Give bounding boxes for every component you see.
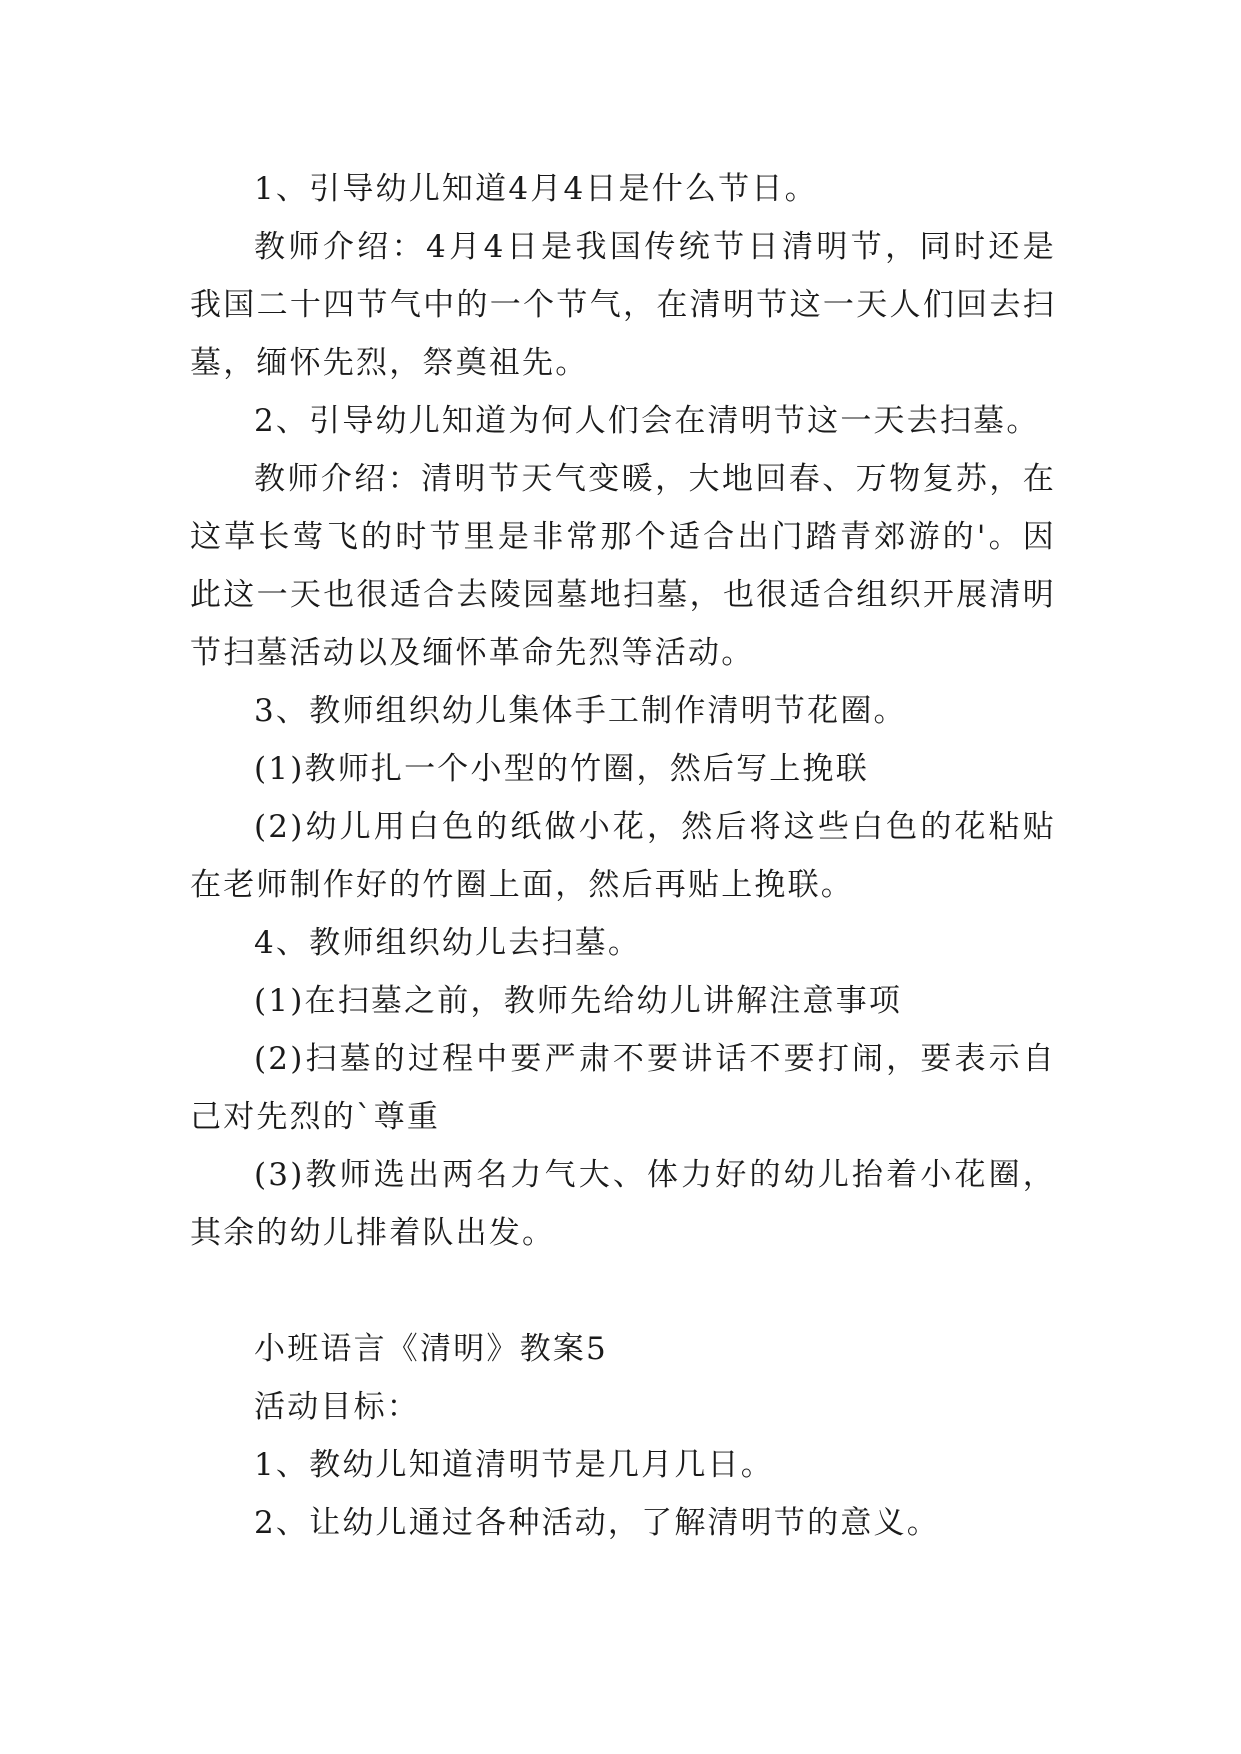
paragraph: (1)在扫墓之前，教师先给幼儿讲解注意事项 (254, 983, 903, 1019)
paragraph: 教师介绍：4月4日是我国传统节日清明节，同时还是我国二十四节气中的一个节气，在清明节这一天人们回去扫墓，缅怀先烈，祭奠祖先。 (190, 229, 1056, 381)
section-gap (190, 1262, 1056, 1320)
paragraph: 2、引导幼儿知道为何人们会在清明节这一天去扫墓。 (254, 403, 1040, 439)
paragraph: 4、教师组织幼儿去扫墓。 (254, 925, 642, 961)
paragraph: (3)教师选出两名力气大、体力好的幼儿抬着小花圈，其余的幼儿排着队出发。 (190, 1157, 1056, 1251)
paragraph: 1、引导幼儿知道4月4日是什么节日。 (254, 171, 818, 207)
paragraph: (1)教师扎一个小型的竹圈，然后写上挽联 (254, 751, 869, 787)
paragraph: 1、教幼儿知道清明节是几月几日。 (254, 1447, 774, 1483)
section-title: 小班语言《清明》教案5 (254, 1331, 608, 1367)
paragraph: 2、让幼儿通过各种活动，了解清明节的意义。 (254, 1505, 940, 1541)
paragraph: 教师介绍：清明节天气变暖，大地回春、万物复苏，在这草长莺飞的时节里是非常那个适合出门踏青郊游的'。因此这一天也很适合去陵园墓地扫墓，也很适合组织开展清明节扫墓活动以及缅怀革命先烈等活动。 (190, 461, 1056, 671)
paragraph: 活动目标： (254, 1389, 420, 1425)
paragraph: (2)扫墓的过程中要严肃不要讲话不要打闹，要表示自己对先烈的`尊重 (190, 1041, 1056, 1135)
paragraph: (2)幼儿用白色的纸做小花，然后将这些白色的花粘贴在老师制作好的竹圈上面，然后再贴上挽联。 (190, 809, 1056, 903)
paragraph: 3、教师组织幼儿集体手工制作清明节花圈。 (254, 693, 907, 729)
document-body (190, 160, 1056, 1552)
